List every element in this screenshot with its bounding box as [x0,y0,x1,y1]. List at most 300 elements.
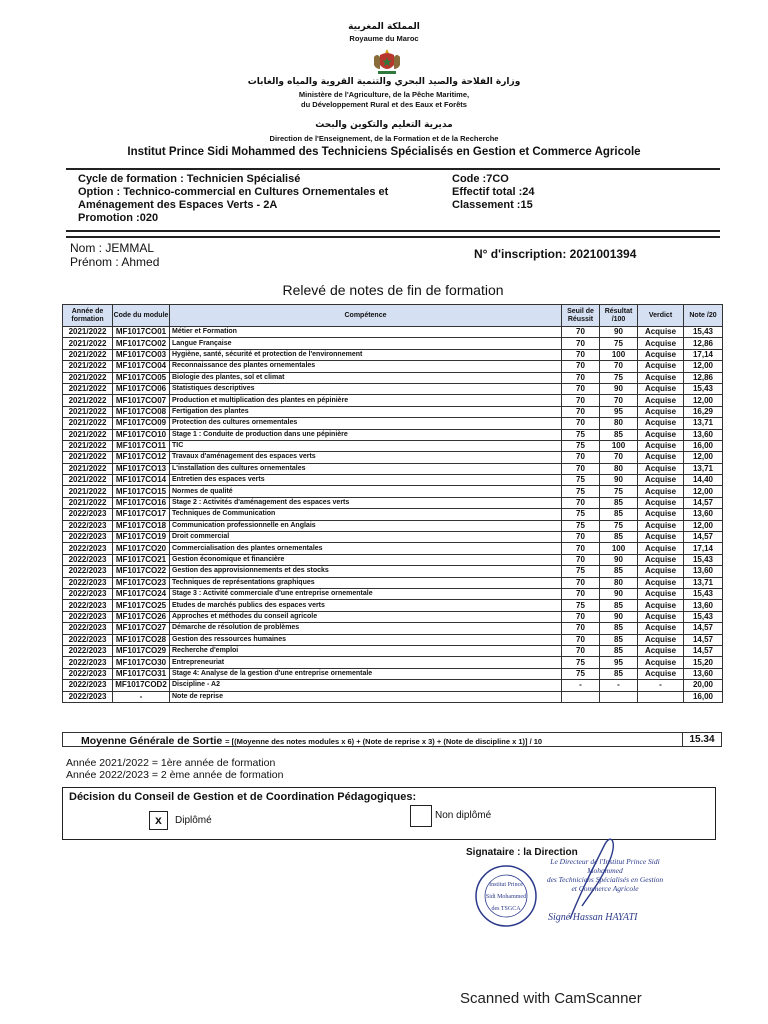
option-text-line1: Option : Technico-commercial en Cultures Ornementales et [78,186,389,198]
row-seuil: 70 [562,372,600,383]
table-row [63,497,723,508]
row-annee: 2022/2023 [63,532,113,543]
row-resultat: 90 [600,475,638,486]
row-verdict: Acquise [638,566,684,577]
row-verdict: Acquise [638,452,684,463]
row-seuil: 70 [562,543,600,554]
row-resultat: 70 [600,452,638,463]
table-row [63,486,723,497]
row-resultat: - [600,680,638,691]
direction-french: Direction de l'Enseignement, de la Formation et de la Recherche [269,134,499,143]
row-annee: 2021/2022 [63,349,113,360]
row-seuil: 70 [562,588,600,599]
row-note: 13,60 [684,668,723,679]
decision-box [62,787,716,840]
row-annee: 2022/2023 [63,588,113,599]
row-annee: 2021/2022 [63,418,113,429]
ministry-french-line1: Ministère de l'Agriculture, de la Pêche Maritime, [298,90,470,99]
row-annee: 2022/2023 [63,668,113,679]
table-row [63,588,723,599]
row-code: MF1017CO30 [113,657,170,668]
row-seuil: - [562,680,600,691]
row-code: MF1017CO18 [113,520,170,531]
row-annee: 2021/2022 [63,338,113,349]
table-row [63,543,723,554]
row-annee: 2021/2022 [63,383,113,394]
row-verdict: Acquise [638,486,684,497]
diplome-checkbox[interactable]: x [149,811,168,830]
row-verdict: Acquise [638,395,684,406]
row-resultat: 95 [600,406,638,417]
row-resultat: 95 [600,657,638,668]
table-row [63,680,723,691]
row-annee: 2022/2023 [63,611,113,622]
direction-arabic: مديرية التعليم والتكوين والبحث [315,120,453,130]
non-diplome-checkbox[interactable] [410,805,432,827]
row-code: MF1017CO10 [113,429,170,440]
row-note: 17,14 [684,543,723,554]
row-verdict: Acquise [638,372,684,383]
row-competence: Protection des cultures ornementales [170,418,562,429]
row-verdict: Acquise [638,418,684,429]
row-verdict: Acquise [638,668,684,679]
row-note: 13,71 [684,418,723,429]
promotion-text: Promotion :020 [78,212,159,224]
program-info-box [66,168,720,232]
row-code: MF1017CO01 [113,327,170,338]
table-row [63,634,723,645]
row-code: MF1017CO27 [113,623,170,634]
row-code: MF1017CO16 [113,497,170,508]
row-code: MF1017CO04 [113,361,170,372]
row-note: 17,14 [684,349,723,360]
row-competence: Reconnaissance des plantes ornementales [170,361,562,372]
row-resultat: 85 [600,668,638,679]
row-competence: Stage 3 : Activité commerciale d'une entreprise ornementale [170,588,562,599]
row-annee: 2022/2023 [63,543,113,554]
row-resultat: 75 [600,486,638,497]
row-verdict: Acquise [638,588,684,599]
row-seuil: 70 [562,532,600,543]
row-note: 14,40 [684,475,723,486]
row-note: 14,57 [684,645,723,656]
row-seuil: 70 [562,383,600,394]
row-code: MF1017CO28 [113,634,170,645]
row-competence: Stage 2 : Activités d'aménagement des espaces verts [170,497,562,508]
moyenne-label: Moyenne Générale de Sortie [81,735,223,747]
row-seuil: 75 [562,429,600,440]
classement-text: Classement :15 [452,199,533,211]
table-row [63,520,723,531]
student-nom: Nom : JEMMAL [70,241,155,255]
row-resultat: 85 [600,509,638,520]
row-competence: Gestion des approvisionnements et des stocks [170,566,562,577]
decision-title: Décision du Conseil de Gestion et de Coordination Pédagogiques: [69,791,417,803]
row-resultat: 100 [600,440,638,451]
row-competence: Travaux d'aménagement des espaces verts [170,452,562,463]
row-code: MF1017CO23 [113,577,170,588]
row-resultat: 85 [600,600,638,611]
row-annee: 2022/2023 [63,645,113,656]
row-competence: Droit commercial [170,532,562,543]
row-annee: 2021/2022 [63,429,113,440]
row-seuil: 75 [562,486,600,497]
row-resultat: 75 [600,372,638,383]
row-competence: Langue Française [170,338,562,349]
row-competence: Production et multiplication des plantes en pépinière [170,395,562,406]
program-right-column [452,173,535,212]
row-competence: Discipline - A2 [170,680,562,691]
row-note: 20,00 [684,680,723,691]
row-competence: TIC [170,440,562,451]
row-competence: Démarche de résolution de problèmes [170,623,562,634]
row-note: 14,57 [684,497,723,508]
row-annee: 2022/2023 [63,691,113,702]
table-row [63,361,723,372]
row-resultat: 85 [600,623,638,634]
moyenne-formula: = [(Moyenne des notes modules x 6) + (Note de reprise x 3) + (Note de discipline x 1)] / 10 [225,737,543,746]
row-resultat: 75 [600,338,638,349]
table-row [63,554,723,565]
row-competence: Commercialisation des plantes ornementales [170,543,562,554]
row-code: MF1017CO17 [113,509,170,520]
row-resultat: 85 [600,497,638,508]
row-seuil: 75 [562,440,600,451]
row-seuil: 75 [562,668,600,679]
row-resultat: 90 [600,383,638,394]
kingdom-arabic: المملكة المغربية [348,22,420,32]
handwritten-signature-icon [560,834,620,924]
row-code: MF1017CO24 [113,588,170,599]
row-note: 14,57 [684,532,723,543]
row-code: MF1017CO03 [113,349,170,360]
row-competence: Hygiène, santé, sécurité et protection de l'environnement [170,349,562,360]
row-verdict: Acquise [638,554,684,565]
table-row [63,452,723,463]
table-row [63,440,723,451]
kingdom-french: Royaume du Maroc [349,34,419,43]
row-code: MF1017CO12 [113,452,170,463]
row-note: 16,29 [684,406,723,417]
row-resultat: 85 [600,645,638,656]
row-resultat: 80 [600,577,638,588]
row-seuil: 75 [562,566,600,577]
row-note: 12,00 [684,486,723,497]
row-annee: 2021/2022 [63,463,113,474]
table-row [63,475,723,486]
row-annee: 2022/2023 [63,520,113,531]
moyenne-label-block [81,735,542,747]
row-resultat: 90 [600,611,638,622]
row-code: MF1017CO09 [113,418,170,429]
row-resultat: 80 [600,418,638,429]
row-annee: 2021/2022 [63,486,113,497]
row-competence: Gestion des ressources humaines [170,634,562,645]
row-verdict: Acquise [638,623,684,634]
table-row [63,668,723,679]
row-resultat [600,691,638,702]
director-stamp-line2: des Techniciens Spécialisés en Gestion [546,875,664,884]
row-code: MF1017CO21 [113,554,170,565]
moroccan-emblem-icon [372,47,402,75]
table-row [63,600,723,611]
table-row [63,372,723,383]
row-resultat: 85 [600,429,638,440]
header-competence: Compétence [170,305,562,327]
row-competence: Recherche d'emploi [170,645,562,656]
row-verdict: Acquise [638,497,684,508]
cycle-text: Cycle de formation : Technicien Spécialisé [78,173,301,185]
row-verdict: Acquise [638,657,684,668]
row-competence: Stage 1 : Conduite de production dans une pépinière [170,429,562,440]
row-note: 15,43 [684,611,723,622]
row-annee: 2022/2023 [63,634,113,645]
row-annee: 2021/2022 [63,452,113,463]
institute-name: Institut Prince Sidi Mohammed des Techniciens Spécialisés en Gestion et Commerce Agricole [127,146,641,158]
table-row [63,418,723,429]
table-row [63,463,723,474]
row-verdict: Acquise [638,361,684,372]
row-seuil: 70 [562,452,600,463]
row-seuil: 70 [562,463,600,474]
header-seuil: Seuil de Réussit [562,305,600,327]
row-annee: 2021/2022 [63,406,113,417]
row-annee: 2021/2022 [63,497,113,508]
row-competence: Techniques de représentations graphiques [170,577,562,588]
header-note: Note /20 [684,305,723,327]
row-verdict: Acquise [638,532,684,543]
row-seuil: 70 [562,554,600,565]
table-row [63,395,723,406]
row-code: MF1017CO19 [113,532,170,543]
row-verdict: Acquise [638,645,684,656]
row-note: 15,43 [684,327,723,338]
row-verdict: Acquise [638,327,684,338]
row-note: 12,00 [684,361,723,372]
row-verdict: Acquise [638,475,684,486]
row-competence: Gestion économique et financière [170,554,562,565]
row-note: 15,43 [684,383,723,394]
row-verdict: Acquise [638,509,684,520]
row-note: 14,57 [684,634,723,645]
student-info-box [66,236,720,270]
row-resultat: 85 [600,566,638,577]
director-stamp-line3: et Commerce Agricole [571,884,639,893]
row-code: MF1017CO29 [113,645,170,656]
row-verdict: Acquise [638,338,684,349]
row-resultat: 75 [600,520,638,531]
row-seuil: 70 [562,327,600,338]
row-verdict: Acquise [638,600,684,611]
header-code: Code du module [113,305,170,327]
year-1-legend: Année 2021/2022 = 1ère année de formation [66,757,276,769]
row-note: 13,60 [684,509,723,520]
row-competence: Statistiques descriptives [170,383,562,394]
row-seuil: 70 [562,338,600,349]
row-annee: 2022/2023 [63,623,113,634]
table-row [63,406,723,417]
grades-table [62,304,723,703]
years-legend [66,757,283,781]
row-competence: Biologie des plantes, sol et climat [170,372,562,383]
row-note: 12,86 [684,372,723,383]
ministry-arabic: وزارة الفلاحة والصيد البحري والتنمية القروية والمياه والغابات [247,77,521,87]
row-code: MF1017CO05 [113,372,170,383]
table-row [63,657,723,668]
effectif-text: Effectif total :24 [452,186,535,198]
row-competence: Note de reprise [170,691,562,702]
row-code: MF1017CO02 [113,338,170,349]
table-row [63,338,723,349]
diplome-label: Diplômé [175,815,212,826]
row-seuil: 75 [562,600,600,611]
row-annee: 2021/2022 [63,372,113,383]
row-resultat: 100 [600,349,638,360]
row-seuil: 70 [562,611,600,622]
row-verdict: Acquise [638,349,684,360]
row-code: MF1017CO25 [113,600,170,611]
table-row [63,509,723,520]
table-row [63,566,723,577]
row-competence: Stage 4: Analyse de la gestion d'une entreprise ornementale [170,668,562,679]
row-annee: 2021/2022 [63,327,113,338]
table-row [63,645,723,656]
row-verdict: Acquise [638,440,684,451]
row-note: 16,00 [684,691,723,702]
round-stamp-line1: Institut Prince [489,882,523,888]
row-note: 13,71 [684,577,723,588]
row-resultat: 70 [600,395,638,406]
row-note: 13,60 [684,429,723,440]
row-code: MF1017CO22 [113,566,170,577]
row-code: MF1017CO14 [113,475,170,486]
row-seuil: 70 [562,418,600,429]
row-note: 13,60 [684,600,723,611]
row-competence: Communication professionnelle en Anglais [170,520,562,531]
round-stamp-icon [474,864,538,928]
row-code: MF1017CO20 [113,543,170,554]
row-annee: 2021/2022 [63,440,113,451]
row-code: MF1017CO13 [113,463,170,474]
row-annee: 2022/2023 [63,577,113,588]
row-competence: Entrepreneuriat [170,657,562,668]
row-resultat: 70 [600,361,638,372]
director-stamp-line1: Le Directeur de l'Institut Prince Sidi Mohammed [550,857,660,875]
row-code: MF1017CO07 [113,395,170,406]
row-annee: 2022/2023 [63,566,113,577]
year-2-legend: Année 2022/2023 = 2 ème année de formation [66,769,284,781]
row-note: 12,00 [684,520,723,531]
row-seuil: 70 [562,623,600,634]
row-annee: 2022/2023 [63,509,113,520]
inscription-number: N° d'inscription: 2021001394 [474,247,637,261]
row-annee: 2022/2023 [63,680,113,691]
row-annee: 2021/2022 [63,395,113,406]
table-row [63,349,723,360]
row-resultat: 80 [600,463,638,474]
table-row [63,327,723,338]
row-resultat: 90 [600,588,638,599]
row-competence: Etudes de marchés publics des espaces verts [170,600,562,611]
table-row [63,577,723,588]
program-left-column [78,173,388,225]
row-note: 15,43 [684,554,723,565]
row-resultat: 90 [600,327,638,338]
row-verdict: Acquise [638,429,684,440]
grades-table-header [63,305,723,327]
non-diplome-label: Non diplômé [435,810,492,821]
row-competence: Approches et méthodes du conseil agricole [170,611,562,622]
student-name-block [70,241,159,269]
row-seuil: 75 [562,520,600,531]
header-resultat: Résultat /100 [600,305,638,327]
header-annee: Année de formation [63,305,113,327]
row-annee: 2021/2022 [63,475,113,486]
row-resultat: 85 [600,532,638,543]
table-row [63,611,723,622]
row-annee: 2021/2022 [63,361,113,372]
row-seuil: 75 [562,657,600,668]
row-note: 12,00 [684,395,723,406]
row-seuil: 70 [562,361,600,372]
table-row [63,429,723,440]
option-text-line2: Aménagement des Espaces Verts - 2A [78,199,278,211]
row-note: 15,20 [684,657,723,668]
row-note: 14,57 [684,623,723,634]
row-annee: 2022/2023 [63,600,113,611]
row-note: 13,60 [684,566,723,577]
row-competence: Fertigation des plantes [170,406,562,417]
row-code: MF1017CO06 [113,383,170,394]
row-seuil: 70 [562,634,600,645]
row-seuil [562,691,600,702]
signed-by: Signé Hassan HAYATI [548,912,638,923]
row-annee: 2022/2023 [63,657,113,668]
round-stamp-line3: des TSGCA [491,906,521,912]
moyenne-value: 15.34 [682,733,721,746]
row-verdict: Acquise [638,520,684,531]
grades-table-body [63,327,723,703]
row-verdict: - [638,680,684,691]
row-competence: Métier et Formation [170,327,562,338]
moyenne-row [62,732,722,747]
row-note: 12,00 [684,452,723,463]
signatory-label: Signataire : la Direction [466,847,578,858]
row-verdict [638,691,684,702]
row-seuil: 70 [562,349,600,360]
row-verdict: Acquise [638,611,684,622]
row-seuil: 70 [562,406,600,417]
student-prenom: Prénom : Ahmed [70,255,160,269]
row-seuil: 70 [562,577,600,588]
document-title: Relevé de notes de fin de formation [282,282,504,298]
camscanner-watermark: Scanned with CamScanner [460,990,642,1007]
row-code: MF1017CO26 [113,611,170,622]
row-seuil: 75 [562,509,600,520]
row-resultat: 90 [600,554,638,565]
row-resultat: 85 [600,634,638,645]
table-row [63,691,723,702]
row-competence: L'installation des cultures ornementales [170,463,562,474]
row-seuil: 70 [562,497,600,508]
row-code: MF1017CO08 [113,406,170,417]
row-code: MF1017CO31 [113,668,170,679]
table-row [63,623,723,634]
row-verdict: Acquise [638,463,684,474]
row-resultat: 100 [600,543,638,554]
row-note: 12,86 [684,338,723,349]
header-verdict: Verdict [638,305,684,327]
